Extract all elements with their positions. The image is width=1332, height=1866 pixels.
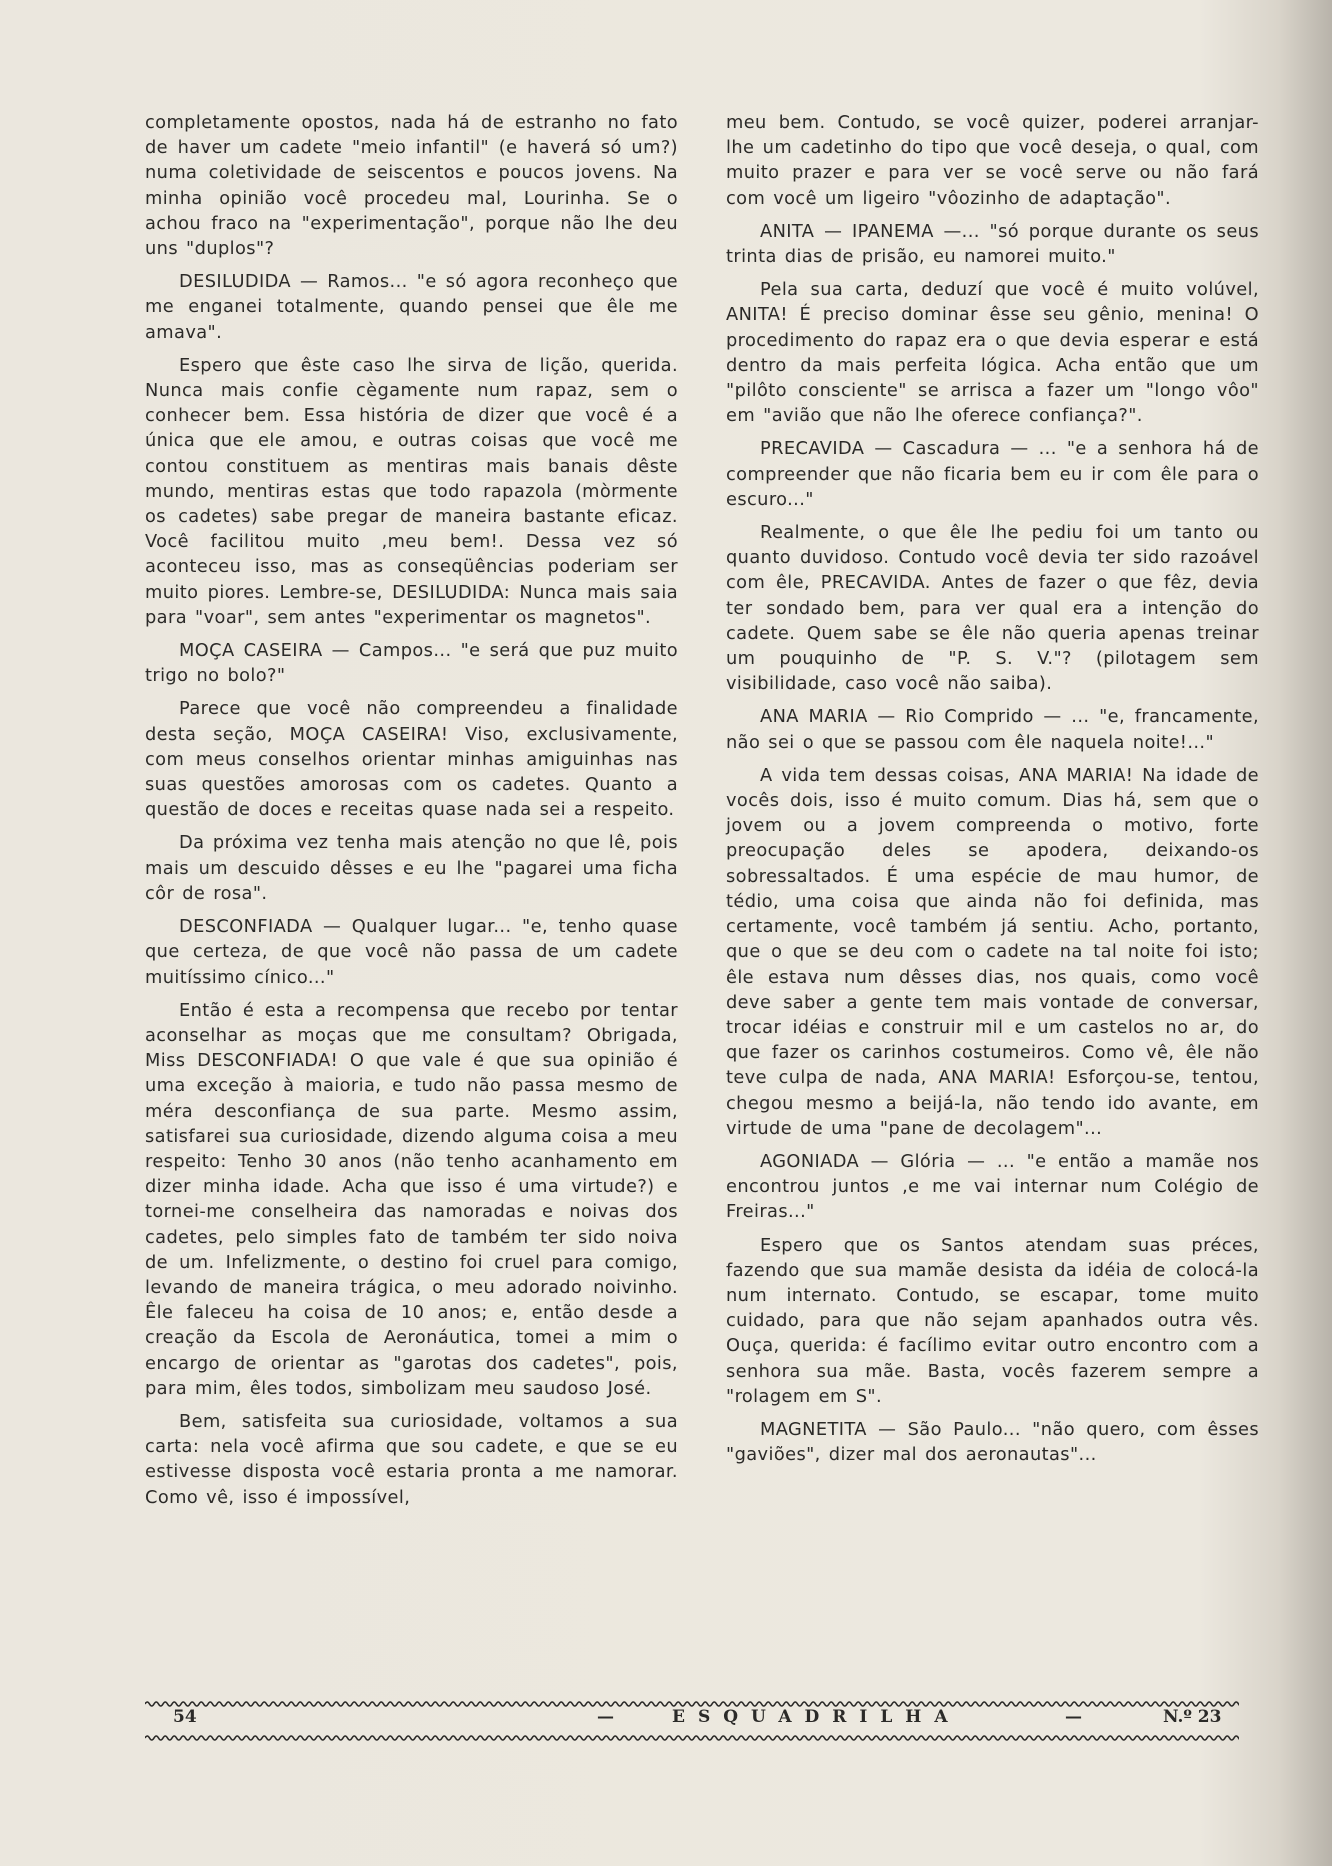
paragraph: Então é esta a recompensa que recebo por tentar aconselhar as moças que me consultam? Obrigada, Miss DESCONFIADA! O que vale é que sua opinião é uma exceção à maioria, e tudo não passa mesmo de méra desconfiança de sua parte. Mesmo assim, satisfarei sua curiosidade, dizendo alguma coisa a meu respeito: Tenho 30 anos (não tenho acanhamento em dizer minha idade. Acha que isso é uma virtude?) e tornei-me conselheira das namoradas e noivas dos cadetes, pelo simples fato de também ter sido noiva de um. Infelizmente, o destino foi cruel para comigo, levando de maneira trágica, o meu adorado noivinho. Êle faleceu ha coisa de 10 anos; e, então desde a creação da Escola de Aeronáutica, tomei a mim o encargo de orientar as "garotas dos cadetes", pois, para mim, êles todos, simbolizam meu saudoso José. — [145, 999, 678, 1399]
letter-heading: MAGNETITA — São Paulo... "não quero, com êsses "gaviões", dizer mal dos aeronautas"... — [726, 1418, 1259, 1466]
page-number: 54 — [173, 1707, 197, 1727]
paragraph: Pela sua carta, deduzí que você é muito volúvel, ANITA! É preciso dominar êsse seu gênio, menina! O procedimento do rapaz era o que devia esperar e está dentro da mais perfeita lógica. Acha então que um "pilôto consciente" se arrisca a fazer um "longo vôo" em "avião que não lhe oferece confiança?". — [726, 279, 1259, 427]
page-footer — [145, 1707, 1239, 1731]
paragraph: A vida tem dessas coisas, ANA MARIA! Na idade de vocês dois, isso é muito comum. Dias há, sem que o jovem ou a jovem compreenda o motivo, forte preocupação deles se apodera, deixando-os sobressaltados. É uma espécie de mau humor, de tédio, uma coisa que ainda não foi definida, mas certamente, você também já sentiu. Acho, portanto, que o que se deu com o cadete na tal noite foi isto; êle estava num dêsses dias, nos quais, como você deve saber a gente tem mais vontade de conversar, trocar idéias e construir mil e um castelos no ar, do que fazer os carinhos costumeiros. Como vê, êle não teve culpa de nada, ANA MARIA! Esforçou-se, tentou, chegou mesmo a beijá-la, não tendo ido avante, em virtude de uma "pane de decolagem"... — [726, 764, 1259, 1139]
publication-title: ESQUADRILHA — [672, 1707, 961, 1727]
paragraph: Realmente, o que êle lhe pediu foi um tanto ou quanto duvidoso. Contudo você devia ter sido razoável com êle, PRECAVIDA. Antes de fazer o que fêz, devia ter sondado bem, para ver qual era a intenção do cadete. Quem sabe se êle não queria apenas treinar um pouquinho de "P. S. V."? (pilotagem sem visibilidade, caso você não saiba). — [726, 522, 1259, 695]
letter-heading: DESILUDIDA — Ramos... "e só agora reconheço que me enganei totalmente, quando pensei que êle me amava". — [145, 271, 678, 343]
paragraph: meu bem. Contudo, se você quizer, poderei arranjar-lhe um cadetinho do tipo que você deseja, o qual, com muito prazer e para ver se você serve ou não fará com você um ligeiro "vôozinho de adaptação". — [726, 112, 1259, 209]
paragraph: Da próxima vez tenha mais atenção no que lê, pois mais um descuido dêsses e eu lhe "pagarei uma ficha côr de rosa". — [145, 832, 678, 904]
letter-heading: ANA MARIA — Rio Comprido — ... "e, francamente, não sei o que se passou com êle naquela noite!..." — [726, 706, 1259, 753]
letter-heading: DESCONFIADA — Qualquer lugar... "e, tenho quase que certeza, de que você não passa de um cadete muitíssimo cínico..." — [145, 916, 678, 988]
letter-heading: MOÇA CASEIRA — Campos... "e será que puz muito trigo no bolo?" — [145, 640, 678, 687]
wavy-rule-bottom — [145, 1733, 1239, 1743]
letter-heading: AGONIADA — Glória — ... "e então a mamãe nos encontrou juntos ,e me vai internar num Colégio de Freiras..." — [726, 1150, 1259, 1223]
paragraph: Espero que êste caso lhe sirva de lição, querida. Nunca mais confie cègamente num rapaz, sem o conhecer bem. Essa história de dizer que você é a única que ele amou, e outras coisas que você me contou constituem as mentiras mais banais dêste mundo, mentiras estas que todo rapazola (mòrmente os cadetes) sabe pregar de maneira bastante eficaz. Você facilitou muito ,meu bem!. Dessa vez só aconteceu isso, mas as conseqüências poderiam ser muito piores. Lembre-se, DESILUDIDA: Nunca mais saia para "voar", sem antes "experimentar os magnetos". — [145, 354, 678, 628]
paragraph: Parece que você não compreendeu a finalidade desta seção, MOÇA CASEIRA! Viso, exclusivamente, com meus conselhos orientar minhas amiguinhas nas suas questões amorosas com os cadetes. Quanto a questão de doces e receitas quase nada sei a respeito. — [145, 698, 678, 821]
issue-number: N.º 23 — [1163, 1707, 1222, 1727]
paragraph: Bem, satisfeita sua curiosidade, voltamos a sua carta: nela você afirma que sou cadete, e que se eu estivesse disposta você estaria pronta a me namorar. Como vê, isso é impossível, — [145, 1410, 678, 1508]
letter-heading: PRECAVIDA — Cascadura — ... "e a senhora há de compreender que não ficaria bem eu ir com êle para o escuro..." — [726, 438, 1259, 510]
letter-heading: ANITA — IPANEMA —... "só porque durante os seus trinta dias de prisão, eu namorei muito." — [726, 220, 1259, 268]
right-column — [726, 110, 1259, 1475]
paragraph: Espero que os Santos atendam suas préces, fazendo que sua mamãe desista da idéia de colocá-la num internato. Contudo, se escapar, tome muito cuidado, para que não sejam apanhados outra vês. Ouça, querida: é facílimo evitar outro encontro com a senhora sua mãe. Basta, vocês fazerem sempre a "rolagem em S". — [726, 1234, 1259, 1407]
footer-dash-right: — — [1065, 1707, 1082, 1727]
footer-dash-left: — — [597, 1707, 614, 1727]
wavy-line-bottom — [145, 1733, 1239, 1743]
left-column — [145, 110, 678, 1518]
paragraph: completamente opostos, nada há de estranho no fato de haver um cadete "meio infantil" (e haverá só um?) numa coletividade de seiscentos e poucos jovens. Na minha opinião você procedeu mal, Lourinha. Se o achou fraco na "experimentação", porque não lhe deu uns "duplos"? — [145, 112, 678, 260]
